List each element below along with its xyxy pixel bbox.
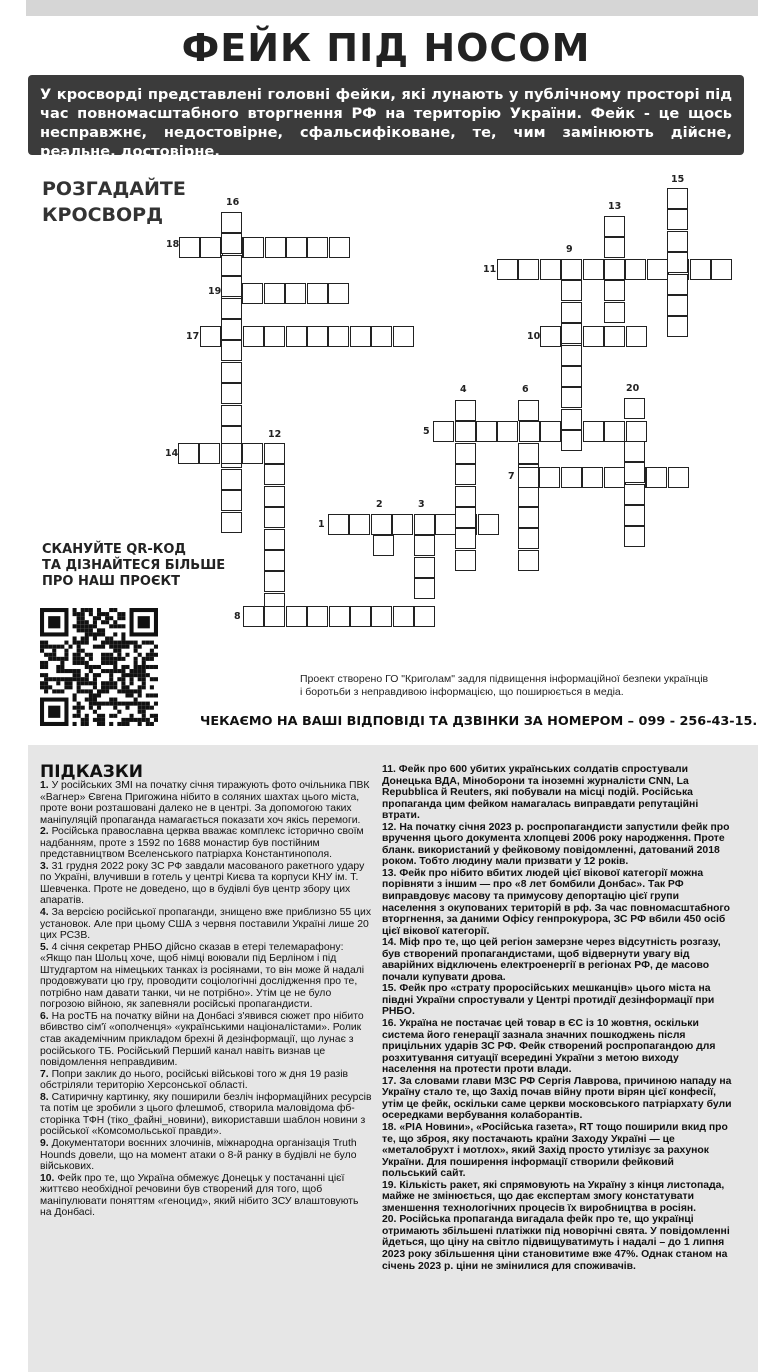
crossword-cell[interactable] xyxy=(561,409,582,430)
hint-number: 4. xyxy=(40,907,49,919)
crossword-cell[interactable] xyxy=(604,237,625,258)
crossword-cell[interactable] xyxy=(711,259,732,280)
crossword-cell[interactable] xyxy=(221,490,242,511)
clue-number-9: 9 xyxy=(566,244,573,255)
crossword-cell[interactable] xyxy=(626,326,647,347)
hint-number: 15. xyxy=(382,983,397,995)
clue-number-3: 3 xyxy=(418,499,425,510)
hint-item xyxy=(40,1173,372,1219)
crossword-cell[interactable] xyxy=(561,280,582,301)
crossword-cell[interactable] xyxy=(243,606,264,627)
clue-number-13: 13 xyxy=(608,201,622,212)
intro-banner: У кросворді представлені головні фейки, які лунають у публічному просторі під час повномасштабного вторгнення РФ на територію України. Фейк - це щось несправжнє, недостовірне, сфальсифіковане, те, чим замінюють дійсне, реальне, достовірне. xyxy=(28,75,744,155)
crossword-cell[interactable] xyxy=(264,529,285,550)
hint-text: Україна не постачає цей товар в ЄС із 10 жовтня, оскільки система його генерації зазнала значних пошкоджень після прицільних ударів ЗС РФ. Фейк створений роспропагандою для розхитування ситуації всередині України з метою виходу населення на протести проти влади. xyxy=(382,1018,716,1076)
crossword-cell[interactable] xyxy=(455,507,476,528)
crossword-cell[interactable] xyxy=(455,443,476,464)
crossword-cell[interactable] xyxy=(478,514,499,535)
hint-text: Фейк про 600 убитих українських солдатів спростували Донецька ВДА, Міноборони та іноземні журналісти CNN, La Repubblica й Reuters, які побували на місці подій. Російська пропаганда цим фейком намагалась виправдати репутаційні втрати. xyxy=(382,764,699,822)
crossword-cell[interactable] xyxy=(667,252,688,273)
crossword-cell[interactable] xyxy=(646,467,667,488)
hint-number: 13. xyxy=(382,867,397,879)
project-note-line-1: Проект створено ГО "Криголам" задля підвищення інформаційної безпеки українців xyxy=(300,673,709,685)
crossword-cell[interactable] xyxy=(561,302,582,323)
top-bar xyxy=(26,0,758,16)
clue-number-17: 17 xyxy=(186,331,200,342)
crossword-cell[interactable] xyxy=(221,298,242,319)
crossword-cell[interactable] xyxy=(286,326,307,347)
hint-text: Фейк про «страту проросійських мешканців» цього міста на півдні України спростували у Центрі протидії дезінформації при РНБО. xyxy=(382,983,715,1018)
hint-number: 9. xyxy=(40,1137,49,1149)
hint-item xyxy=(382,822,732,868)
crossword-cell[interactable] xyxy=(624,398,645,419)
crossword-cell[interactable] xyxy=(604,280,625,301)
crossword-cell[interactable] xyxy=(455,550,476,571)
solve-line-2: КРОСВОРД xyxy=(42,204,164,226)
crossword-cell[interactable] xyxy=(350,606,371,627)
crossword-cell[interactable] xyxy=(221,340,242,361)
clue-number-10: 10 xyxy=(527,331,541,342)
hints-title: ПІДКАЗКИ xyxy=(40,762,143,782)
crossword-cell[interactable] xyxy=(583,421,604,442)
crossword-cell[interactable] xyxy=(221,383,242,404)
clue-number-7: 7 xyxy=(508,471,515,482)
crossword-cell[interactable] xyxy=(221,405,242,426)
hint-number: 18. xyxy=(382,1121,397,1133)
crossword-cell[interactable] xyxy=(221,469,242,490)
crossword-cell[interactable] xyxy=(455,400,476,421)
crossword-cell[interactable] xyxy=(242,443,263,464)
crossword-cell[interactable] xyxy=(414,557,435,578)
hint-item xyxy=(382,1122,732,1180)
crossword-cell[interactable] xyxy=(583,326,604,347)
hint-text: У російських ЗМІ на початку січня тиражують фото очільника ПВК «Вагнер» Євгена Пригожина нібито в соляних шахтах цього міста, проте вони розташовані далеко не в центрі. За допомогою таких маніпуляцій пропаганда намагається показати хоч якісь перемоги. xyxy=(40,780,370,826)
qr-code[interactable] xyxy=(40,608,158,726)
hint-text: 31 грудня 2022 року ЗС РФ завдали масованого ракетного удару по Україні, влучивши в готель у центрі Києва та корпуси КНУ ім. Т. Шевченка. Проте не доведено, що в будівлі був центр збору цих апаратів. xyxy=(40,860,365,907)
crossword-cell[interactable] xyxy=(497,259,518,280)
hint-text: Російська пропаганда вигадала фейк про те, що українці отримають збільшені платіжки під новорічні свята. У повідомленні йдеться, що ціну на світло підвищуватимуть і надалі – до 1 липня 2023 року збільшення ціни становитиме вже 47%. Однак станом на січень 2023 р. ціни не змінилися для споживачів. xyxy=(382,1214,730,1272)
crossword-cell[interactable] xyxy=(518,550,539,571)
crossword-cell[interactable] xyxy=(242,283,263,304)
hint-number: 1. xyxy=(40,780,49,791)
hint-item xyxy=(382,1018,732,1076)
crossword-cell[interactable] xyxy=(221,443,242,464)
clue-number-16: 16 xyxy=(226,197,240,208)
qr-caption xyxy=(42,542,225,590)
crossword-cell[interactable] xyxy=(285,283,306,304)
hint-number: 20. xyxy=(382,1214,397,1226)
crossword-cell[interactable] xyxy=(392,514,413,535)
crossword-cell[interactable] xyxy=(582,467,603,488)
crossword-cell[interactable] xyxy=(307,283,328,304)
hint-text: За версією російської пропаганди, знищено вже приблизно 55 цих установок. Але при цьому США з червня поставили Україні лише 20 цих РСЗВ. xyxy=(40,907,372,942)
hint-item xyxy=(40,907,372,942)
hint-item xyxy=(40,1092,372,1138)
qr-caption-line-1: СКАНУЙТЕ QR-КОД xyxy=(42,542,186,557)
crossword-cell[interactable] xyxy=(371,606,392,627)
crossword-cell[interactable] xyxy=(371,514,392,535)
hint-number: 6. xyxy=(40,1010,49,1022)
crossword-cell[interactable] xyxy=(414,606,435,627)
page-title: ФЕЙК ПІД НОСОМ xyxy=(181,26,591,70)
crossword-cell[interactable] xyxy=(414,578,435,599)
crossword-cell[interactable] xyxy=(518,259,539,280)
crossword-cell[interactable] xyxy=(455,421,476,442)
crossword-cell[interactable] xyxy=(307,326,328,347)
crossword-cell[interactable] xyxy=(264,550,285,571)
hint-text: Попри заклик до нього, російські військові того ж дня 19 разів обстріляли територію Херсонської області. xyxy=(40,1068,349,1092)
crossword-cell[interactable] xyxy=(221,233,242,254)
crossword-cell[interactable] xyxy=(624,441,645,462)
crossword-cell[interactable] xyxy=(624,505,645,526)
crossword-cell[interactable] xyxy=(497,421,518,442)
clue-number-18: 18 xyxy=(166,239,180,250)
hint-number: 8. xyxy=(40,1091,49,1103)
hint-number: 17. xyxy=(382,1075,397,1087)
crossword-cell[interactable] xyxy=(604,467,625,488)
clue-number-19: 19 xyxy=(208,286,222,297)
crossword-cell[interactable] xyxy=(668,467,689,488)
crossword-cell[interactable] xyxy=(604,216,625,237)
crossword-cell[interactable] xyxy=(625,259,646,280)
hint-item xyxy=(40,1011,372,1069)
solve-heading xyxy=(42,176,186,228)
crossword-cell[interactable] xyxy=(518,400,539,421)
crossword-cell[interactable] xyxy=(667,231,688,252)
contact-line xyxy=(200,714,758,729)
hint-text: На початку січня 2023 р. роспропагандисти запустили фейк про вручення цього документа хлопцеві 2006 року народження. Проте бланк. використаний у фейковому повідомленні, датований 2018 роком. Тобто людину мали призвати у 12 років. xyxy=(382,821,730,868)
hint-text: «РІА Новини», «Російська газета», RT тощо поширили вкид про те, що зброя, яку постачають країни Заходу Україні — це «металобрухт і мотлох», який Захід просто утилізує за рахунок України. Для поширення інформації створили фейковий польський сайт. xyxy=(382,1121,728,1180)
crossword-cell[interactable] xyxy=(307,606,328,627)
clue-number-15: 15 xyxy=(671,174,685,185)
crossword-cell[interactable] xyxy=(561,259,582,280)
qr-caption-line-3: ПРО НАШ ПРОЄКТ xyxy=(42,574,181,589)
crossword-cell[interactable] xyxy=(393,606,414,627)
hint-text: 4 січня секретар РНБО дійсно сказав в етері телемарафону: «Якщо пан Шольц хоче, щоб німці воювали під Берліном і під Штудгартом на німецьких танках із росіянами, то він може й надалі продовжувати цю гру, проводити соціологічні дослідження про те, потрібно нам давати танки, чи не потрібно». Утім це не було погрозою війною, як запевняли російські пропагандисти. xyxy=(40,941,365,1011)
crossword-cell[interactable] xyxy=(435,514,456,535)
crossword-cell[interactable] xyxy=(349,514,370,535)
hint-item xyxy=(382,983,732,1018)
hint-text: За словами глави МЗС РФ Сергія Лаврова, причиною нападу на Україну стало те, що Захід почав війну проти вірян цієї конфесії, утім це фейк, оскільки саме церкви московського патріархату були осередками вербування колаборантів. xyxy=(382,1075,732,1122)
solve-line-1: РОЗГАДАЙТЕ xyxy=(42,178,186,200)
crossword-cell[interactable] xyxy=(624,526,645,547)
crossword-cell[interactable] xyxy=(624,462,645,483)
hint-item xyxy=(40,1069,372,1092)
crossword-cell[interactable] xyxy=(329,237,350,258)
crossword-cell[interactable] xyxy=(604,421,625,442)
clue-number-6: 6 xyxy=(522,384,529,395)
crossword-cell[interactable] xyxy=(329,606,350,627)
hint-number: 10. xyxy=(40,1172,55,1184)
crossword-cell[interactable] xyxy=(414,514,435,535)
hint-item xyxy=(382,764,732,822)
clue-number-8: 8 xyxy=(234,611,241,622)
hint-item xyxy=(382,868,732,937)
crossword-cell[interactable] xyxy=(200,326,221,347)
hint-text: Міф про те, що цей регіон замерзне через відсутність розгазу, був створений пропагандистами, щоб відвернути увагу від аварійних відключень електроенергії в регіонах РФ, де масово почали купувати дрова. xyxy=(382,937,721,983)
crossword-cell[interactable] xyxy=(264,283,285,304)
hint-number: 11. xyxy=(382,764,396,775)
crossword-cell[interactable] xyxy=(328,283,349,304)
crossword-cell[interactable] xyxy=(221,212,242,233)
crossword-cell[interactable] xyxy=(328,514,349,535)
crossword-cell[interactable] xyxy=(264,326,285,347)
hint-text: Фейк про нібито вбитих людей цієї вікової категорії можна порівняти з іншим — про «8 лет бомбили Донбас». Так РФ виправдовує масову та примусову депортацію цієї групи населення з окупованих територій в рф. За час повномасштабного вторгнення, за даними Офісу генпрокурора, ЗС РФ вбили 450 осіб цієї вікової категорії. xyxy=(382,867,730,937)
crossword-cell[interactable] xyxy=(604,302,625,323)
crossword-cell[interactable] xyxy=(286,237,307,258)
crossword-cell[interactable] xyxy=(350,326,371,347)
hint-text: На росТБ на початку війни на Донбасі з'явився сюжет про нібито вбивство сім'ї «ополченця» «українськими націоналістами». Ролик став академічним прикладом брехні й дезінформації, що лунає з російського ТБ. Російський Перший канал навіть визнав це повідомлення неправдивим. xyxy=(40,1010,364,1069)
hint-number: 16. xyxy=(382,1018,397,1030)
crossword-cell[interactable] xyxy=(286,606,307,627)
hint-item xyxy=(40,861,372,907)
crossword-cell[interactable] xyxy=(307,237,328,258)
project-note-line-2: і боротьби з неправдивою інформацією, що поширюється в медіа. xyxy=(300,686,624,698)
hint-number: 5. xyxy=(40,941,49,953)
hint-item xyxy=(382,1180,732,1215)
crossword-cell[interactable] xyxy=(455,464,476,485)
hint-item xyxy=(40,780,372,826)
crossword-cell[interactable] xyxy=(264,486,285,507)
crossword-cell[interactable] xyxy=(393,326,414,347)
crossword-cell[interactable] xyxy=(243,326,264,347)
hint-item xyxy=(40,1138,372,1173)
crossword-cell[interactable] xyxy=(178,443,199,464)
crossword-cell[interactable] xyxy=(518,507,539,528)
hint-text: Кількість ракет, які спрямовують на Україну з кінця листопада, майже не змінюється, що дає експертам змогу констатувати зменшення технологічних процесів їх виробництва в росіян. xyxy=(382,1179,725,1214)
hints-column-left xyxy=(40,780,372,1219)
crossword-cell[interactable] xyxy=(373,535,394,556)
crossword-cell[interactable] xyxy=(476,421,497,442)
crossword-cell[interactable] xyxy=(561,467,582,488)
crossword-cell[interactable] xyxy=(199,443,220,464)
crossword-cell[interactable] xyxy=(583,259,604,280)
hints-column-right xyxy=(382,764,732,1272)
hint-text: Російська православна церква вважає комплекс історично своїм надбанням, проте з 1592 по 1688 монастир був постійним представництвом Вселенського патріарха Константинополя. xyxy=(40,826,364,861)
hint-number: 2. xyxy=(40,826,49,838)
crossword-cell[interactable] xyxy=(179,237,200,258)
clue-number-5: 5 xyxy=(423,426,430,437)
crossword-cell[interactable] xyxy=(221,512,242,533)
crossword-cell[interactable] xyxy=(371,326,392,347)
crossword-cell[interactable] xyxy=(221,255,242,276)
crossword-cell[interactable] xyxy=(604,259,625,280)
clue-number-1: 1 xyxy=(318,519,325,530)
crossword-cell[interactable] xyxy=(626,421,647,442)
crossword-cell[interactable] xyxy=(455,486,476,507)
crossword-cell[interactable] xyxy=(264,507,285,528)
crossword-cell[interactable] xyxy=(265,237,286,258)
clue-number-2: 2 xyxy=(376,499,383,510)
crossword-cell[interactable] xyxy=(221,362,242,383)
qr-caption-line-2: ТА ДІЗНАЙТЕСЯ БІЛЬШЕ xyxy=(42,558,226,573)
contact-label: ЧЕКАЄМО НА ВАШІ ВІДПОВІДІ ТА ДЗВІНКИ ЗА НОМЕРОМ – xyxy=(200,714,635,729)
crossword-cell[interactable] xyxy=(414,535,435,556)
crossword-cell[interactable] xyxy=(624,484,645,505)
crossword-cell[interactable] xyxy=(561,387,582,408)
crossword-cell[interactable] xyxy=(264,571,285,592)
crossword-cell[interactable] xyxy=(264,606,285,627)
hint-text: Сатиричну картинку, яку поширили безліч інформаційних ресурсів та потім це зробили з цього флешмоб, створила маловідома фб-сторінка ТФН (тіко_файні_новини), використавши шаблон новини з російської «Комсомольської правди». xyxy=(40,1091,372,1138)
hint-number: 19. xyxy=(382,1179,397,1191)
crossword-cell[interactable] xyxy=(667,295,688,316)
clue-number-14: 14 xyxy=(165,448,179,459)
crossword-cell[interactable] xyxy=(540,421,561,442)
crossword-cell[interactable] xyxy=(647,259,668,280)
hint-item xyxy=(382,937,732,983)
clue-number-20: 20 xyxy=(626,383,640,394)
crossword-cell[interactable] xyxy=(561,345,582,366)
crossword-cell[interactable] xyxy=(328,326,349,347)
project-note xyxy=(300,673,750,699)
crossword-cell[interactable] xyxy=(561,323,582,344)
crossword-cell[interactable] xyxy=(604,326,625,347)
crossword-cell[interactable] xyxy=(540,259,561,280)
crossword-cell[interactable] xyxy=(540,326,561,347)
hint-item xyxy=(40,942,372,1011)
crossword-cell[interactable] xyxy=(518,467,539,488)
hint-item xyxy=(382,1076,732,1122)
phone-number[interactable]: 099 - 256-43-15. xyxy=(638,714,758,729)
crossword-cell[interactable] xyxy=(518,528,539,549)
clue-number-11: 11 xyxy=(483,264,497,275)
clue-number-4: 4 xyxy=(460,384,467,395)
crossword-cell[interactable] xyxy=(690,259,711,280)
hint-number: 7. xyxy=(40,1068,49,1080)
crossword-cell[interactable] xyxy=(518,443,539,464)
crossword-cell[interactable] xyxy=(243,237,264,258)
hint-text: Документатори воєнних злочинів, міжнародна організація Truth Hounds довели, що на момент атаки о 8-й ранку в будівлі не було військових. xyxy=(40,1137,357,1173)
hint-item xyxy=(382,1214,732,1272)
crossword-cell[interactable] xyxy=(264,464,285,485)
crossword-cell[interactable] xyxy=(667,316,688,337)
crossword-cell[interactable] xyxy=(561,430,582,451)
clue-number-12: 12 xyxy=(268,429,282,440)
hint-number: 3. xyxy=(40,860,49,872)
crossword-cell[interactable] xyxy=(519,421,540,442)
crossword-cell[interactable] xyxy=(221,319,242,340)
crossword-cell[interactable] xyxy=(561,366,582,387)
crossword-cell[interactable] xyxy=(433,421,454,442)
hint-number: 14. xyxy=(382,937,397,949)
crossword-cell[interactable] xyxy=(667,188,688,209)
hint-item xyxy=(40,826,372,861)
crossword-cell[interactable] xyxy=(221,276,242,297)
hint-text: Фейк про те, що Україна обмежує Донецьк у постачанні цієї життєво необхідної речовини був створений для того, щоб маніпулювати поняттям «геноцид», який нібито ЗСУ влаштовують на Донбасі. xyxy=(40,1172,359,1219)
crossword-cell[interactable] xyxy=(539,467,560,488)
crossword-cell[interactable] xyxy=(518,486,539,507)
crossword-cell[interactable] xyxy=(455,528,476,549)
crossword-cell[interactable] xyxy=(667,209,688,230)
crossword-cell[interactable] xyxy=(667,274,688,295)
crossword-cell[interactable] xyxy=(264,443,285,464)
hint-number: 12. xyxy=(382,821,397,833)
crossword-cell[interactable] xyxy=(200,237,221,258)
